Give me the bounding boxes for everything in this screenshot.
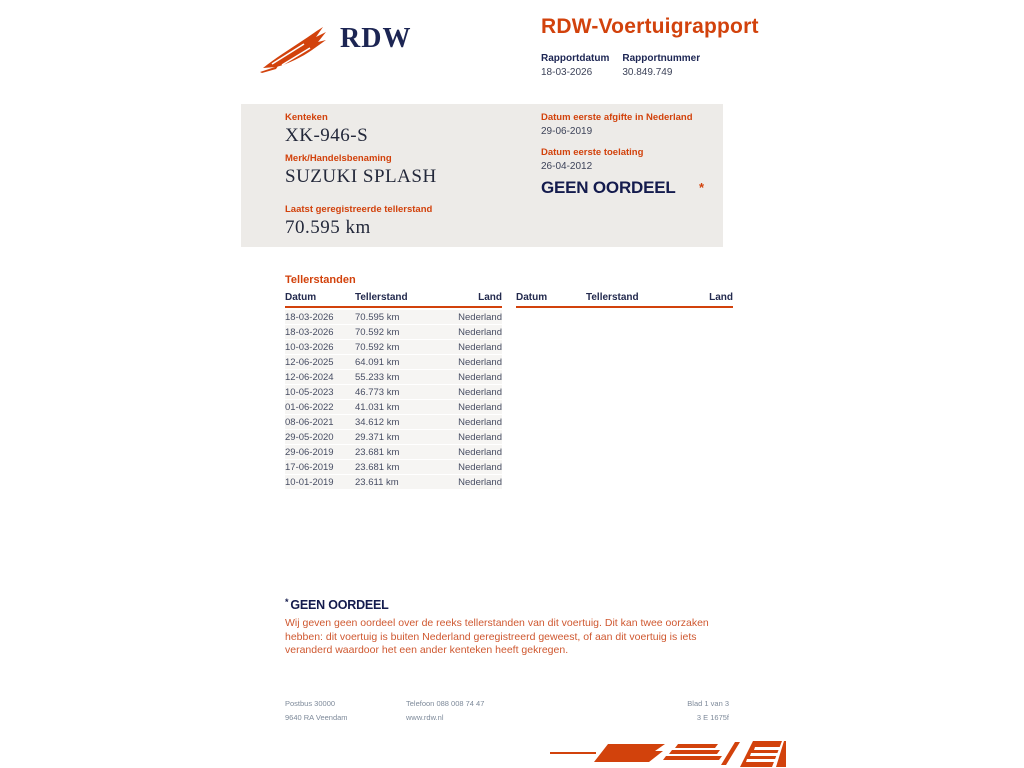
col-tellerstand: Tellerstand	[355, 292, 408, 303]
vehicle-dates	[541, 112, 709, 182]
row-tellerstand: 46.773 km	[355, 386, 400, 398]
row-datum: 10-03-2026	[285, 341, 334, 353]
kenteken-value: XK-946-S	[285, 125, 369, 146]
kenteken-label: Kenteken	[285, 112, 328, 123]
table-header	[516, 292, 733, 308]
report-number-value: 30.849.749	[622, 67, 673, 78]
row-land: Nederland	[458, 416, 502, 428]
row-tellerstand: 34.612 km	[355, 416, 400, 428]
table-row	[285, 340, 502, 354]
table-row	[285, 400, 502, 414]
toelating-label: Datum eerste toelating	[541, 147, 644, 158]
col-tellerstand: Tellerstand	[586, 292, 639, 303]
report-meta	[541, 53, 801, 78]
col-datum: Datum	[285, 292, 317, 303]
row-datum: 01-06-2022	[285, 401, 334, 413]
toelating-value: 26-04-2012	[541, 161, 593, 172]
footer-postbus: Postbus 30000	[285, 699, 336, 708]
table-body	[285, 310, 502, 489]
footer-phone: Telefoon 088 008 74 47	[406, 699, 485, 708]
rdw-wing-icon	[260, 24, 334, 74]
footer-address	[285, 697, 406, 725]
speed-stripes-graphic	[550, 739, 786, 768]
report-number-label: Rapportnummer	[622, 53, 701, 64]
row-land: Nederland	[458, 446, 502, 458]
vehicle-summary-card	[241, 104, 723, 247]
tellerstand-value: 70.595 km	[285, 217, 371, 238]
row-tellerstand: 23.611 km	[355, 476, 399, 488]
rdw-logo	[260, 24, 411, 74]
col-land: Land	[709, 292, 733, 303]
report-date-block	[541, 53, 609, 78]
table-row	[285, 475, 502, 489]
row-land: Nederland	[458, 371, 502, 383]
vehicle-identity	[285, 112, 437, 194]
row-land: Nederland	[458, 431, 502, 443]
footer-doc-code: 3 E 1675f	[696, 713, 729, 722]
afgifte-field	[541, 112, 709, 137]
row-land: Nederland	[458, 311, 502, 323]
row-datum: 08-06-2021	[285, 416, 334, 428]
table-row	[285, 460, 502, 474]
tellerstanden-title: Tellerstanden	[285, 274, 356, 286]
report-date-label: Rapportdatum	[541, 53, 610, 64]
footnote-body: Wij geven geen oordeel over de reeks tellerstanden van dit voertuig. Dit kan twee oorzaken hebben: dit voertuig is buiten Nederland geregistreerd geweest, of aan dit voertuig is iets veranderd waardoor het een ander kenteken heeft gekregen.	[285, 617, 709, 656]
row-datum: 12-06-2025	[285, 356, 334, 368]
row-tellerstand: 23.681 km	[355, 446, 400, 458]
footer-city: 9640 RA Veendam	[285, 713, 348, 722]
footer-page-number: Blad 1 van 3	[687, 699, 729, 708]
row-tellerstand: 70.595 km	[355, 311, 400, 323]
row-land: Nederland	[458, 326, 502, 338]
row-land: Nederland	[458, 461, 502, 473]
row-tellerstand: 29.371 km	[355, 431, 400, 443]
report-number-block	[622, 53, 700, 78]
tellerstanden-table-right	[516, 292, 733, 490]
row-datum: 10-05-2023	[285, 386, 334, 398]
row-tellerstand: 70.592 km	[355, 341, 400, 353]
geen-oordeel-footnote	[285, 597, 740, 658]
row-tellerstand: 23.681 km	[355, 461, 400, 473]
merk-label: Merk/Handelsbenaming	[285, 153, 392, 164]
row-tellerstand: 41.031 km	[355, 401, 400, 413]
report-title: RDW-Voertuigrapport	[541, 15, 759, 38]
row-datum: 29-06-2019	[285, 446, 334, 458]
tellerstanden-tables	[285, 292, 733, 490]
table-row	[285, 430, 502, 444]
table-row	[285, 355, 502, 369]
row-tellerstand: 70.592 km	[355, 326, 400, 338]
toelating-field	[541, 147, 709, 172]
table-row	[285, 445, 502, 459]
merk-field	[285, 153, 437, 188]
afgifte-label: Datum eerste afgifte in Nederland	[541, 112, 693, 123]
report-date-value: 18-03-2026	[541, 67, 593, 78]
row-land: Nederland	[458, 401, 502, 413]
footnote-asterisk: *	[285, 597, 289, 607]
kenteken-field	[285, 112, 437, 147]
footnote-title	[285, 597, 740, 612]
oordeel-asterisk: *	[699, 180, 705, 195]
table-row	[285, 385, 502, 399]
col-datum: Datum	[516, 292, 548, 303]
page-footer	[285, 697, 729, 725]
table-row	[285, 415, 502, 429]
merk-value: SUZUKI SPLASH	[285, 166, 437, 187]
row-datum: 12-06-2024	[285, 371, 334, 383]
report-header	[541, 15, 801, 78]
row-land: Nederland	[458, 341, 502, 353]
oordeel-verdict: GEEN OORDEEL	[541, 178, 676, 197]
row-datum: 10-01-2019	[285, 476, 334, 488]
row-land: Nederland	[458, 386, 502, 398]
row-datum: 18-03-2026	[285, 326, 334, 338]
footnote-title-text: GEEN OORDEEL	[290, 598, 389, 612]
table-row	[285, 325, 502, 339]
row-datum: 29-05-2020	[285, 431, 334, 443]
afgifte-value: 29-06-2019	[541, 126, 593, 137]
row-tellerstand: 64.091 km	[355, 356, 400, 368]
laatste-tellerstand-field	[285, 204, 432, 239]
tellerstanden-table-left	[285, 292, 502, 490]
footer-pagination	[687, 697, 729, 725]
row-datum: 17-06-2019	[285, 461, 334, 473]
table-header	[285, 292, 502, 308]
row-datum: 18-03-2026	[285, 311, 334, 323]
table-row	[285, 310, 502, 324]
row-land: Nederland	[458, 476, 502, 488]
rdw-logo-text: RDW	[340, 23, 412, 54]
row-land: Nederland	[458, 356, 502, 368]
tellerstand-label: Laatst geregistreerde tellerstand	[285, 204, 433, 215]
footer-contact	[406, 697, 687, 725]
footer-website: www.rdw.nl	[406, 713, 444, 722]
table-row	[285, 370, 502, 384]
row-tellerstand: 55.233 km	[355, 371, 400, 383]
col-land: Land	[478, 292, 502, 303]
tellerstanden-section	[285, 274, 733, 490]
